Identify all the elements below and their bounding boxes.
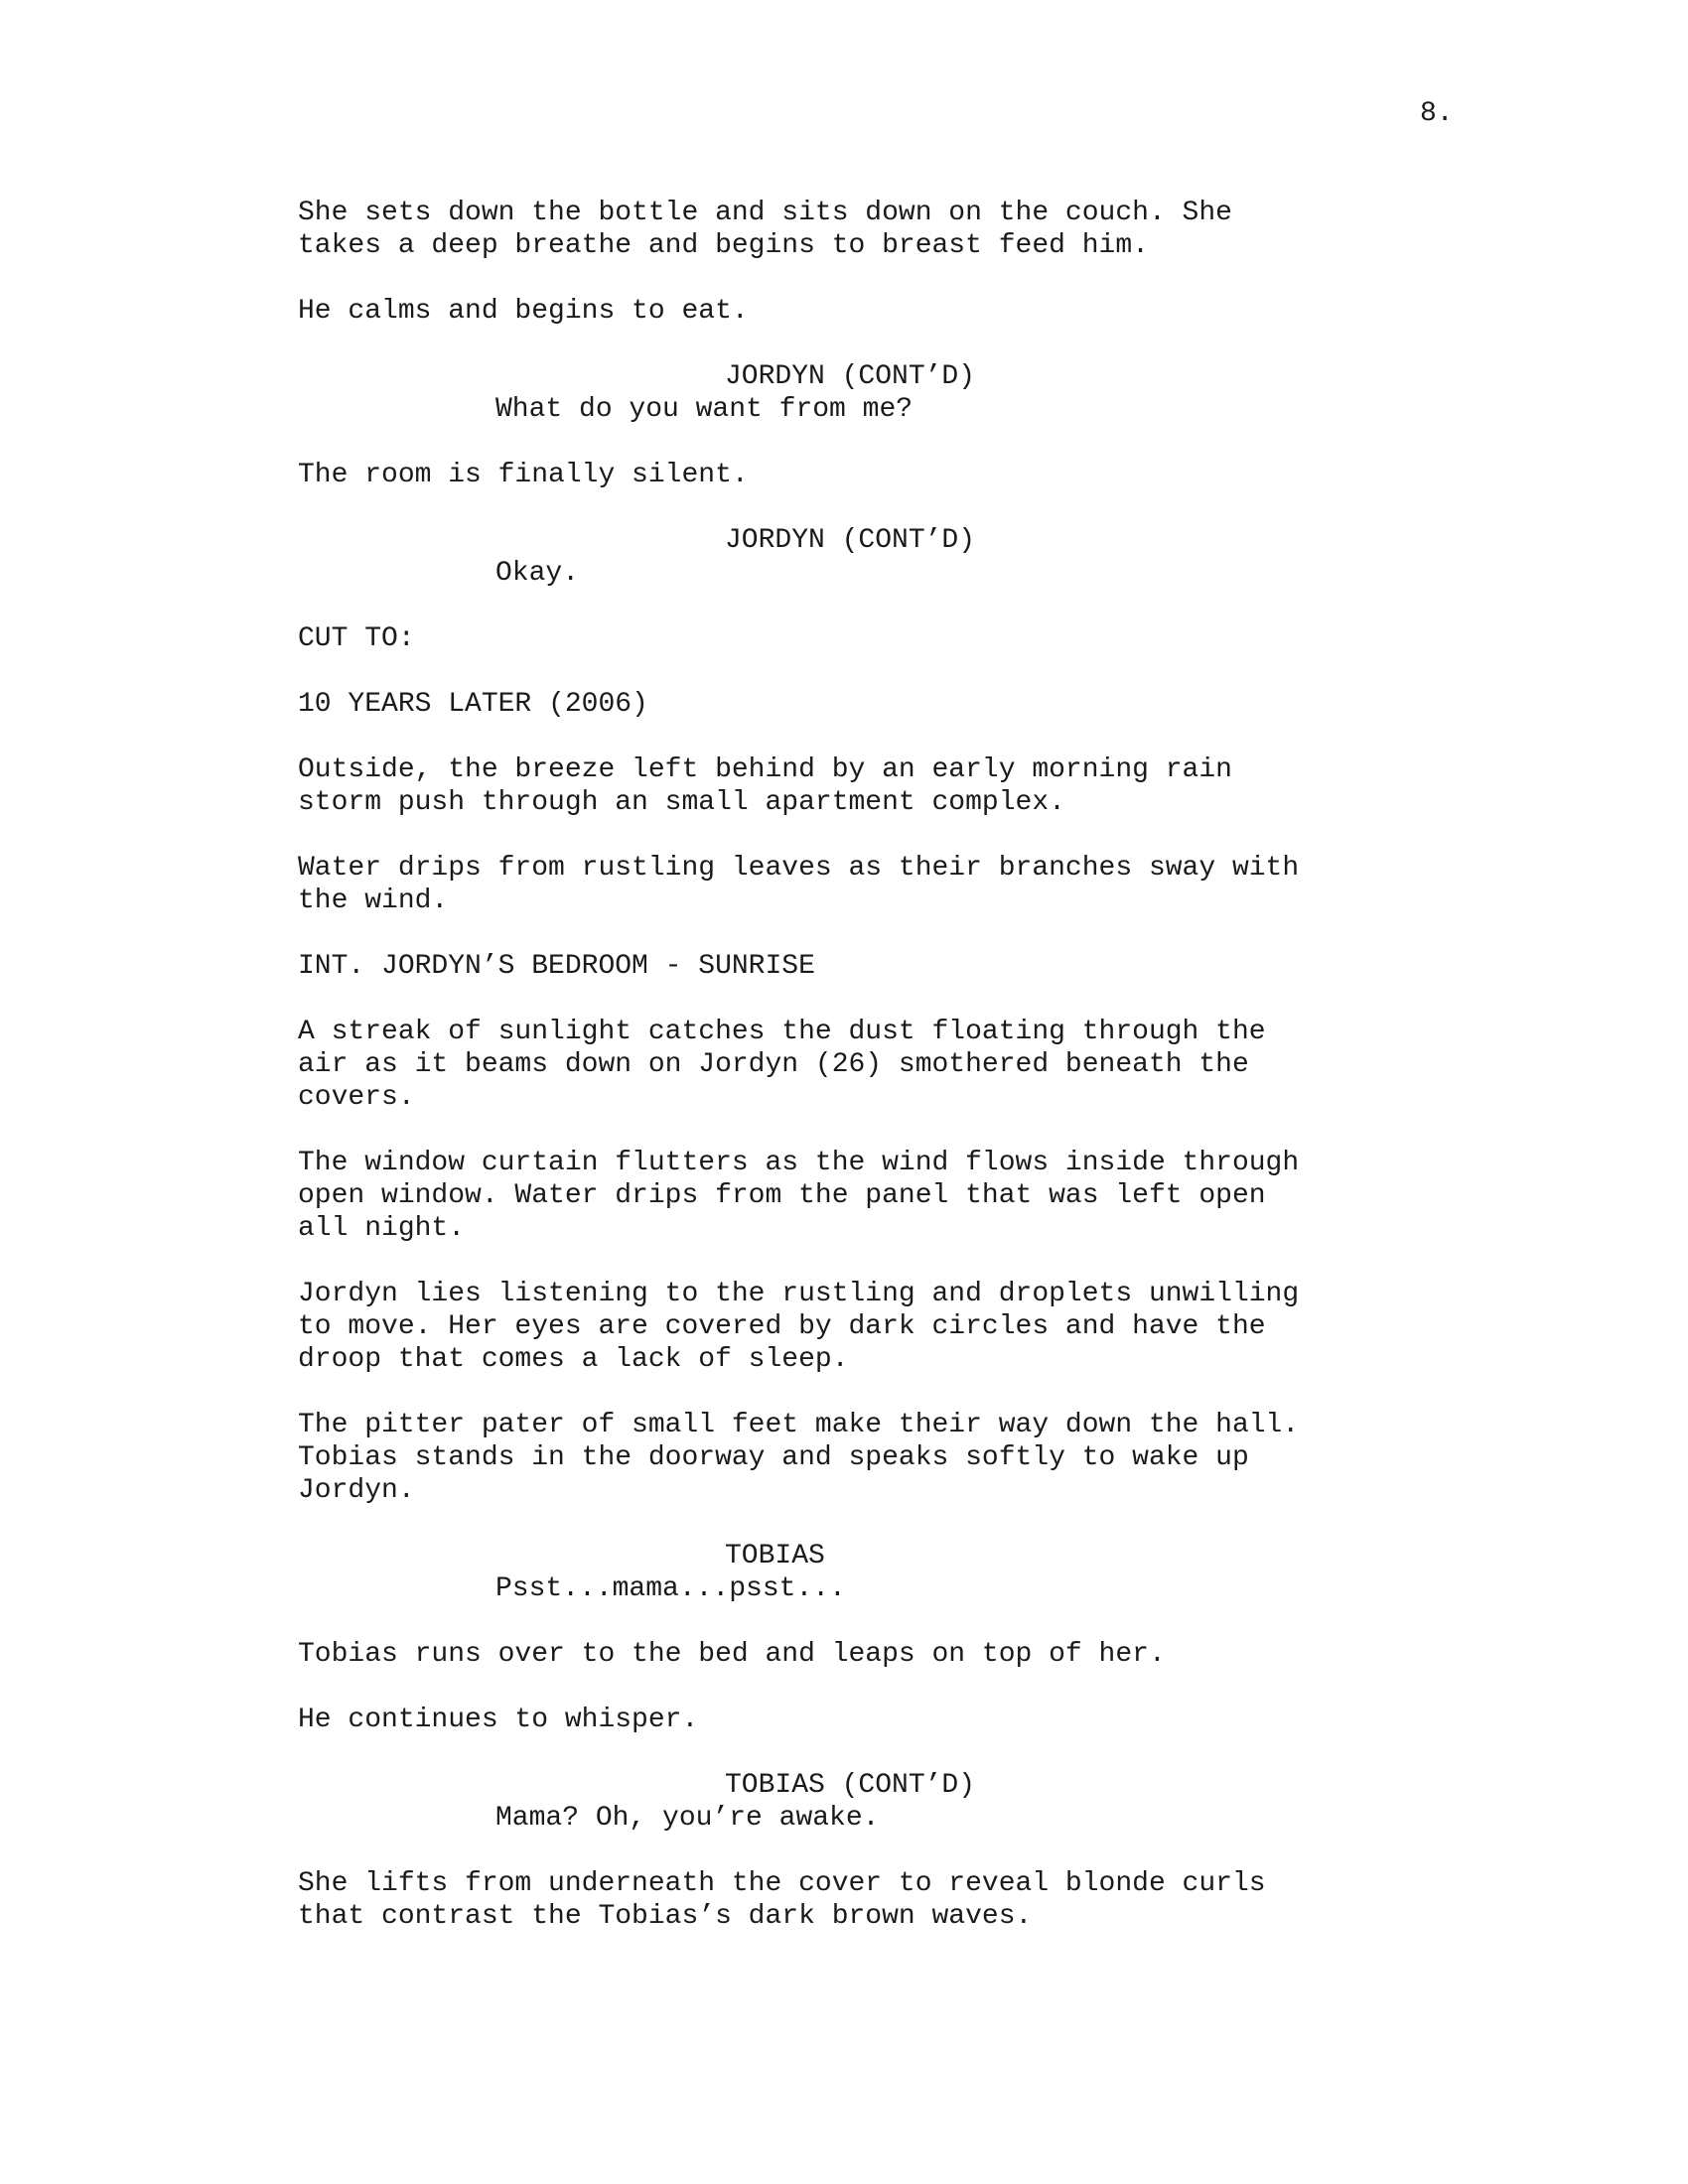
script-body: [298, 197, 1470, 1966]
super-title: 10 YEARS LATER (2006): [298, 689, 648, 720]
action-line: The pitter pater of small feet make their way down the hall. Tobias stands in the doorway and speaks softly to wake up Jordyn.: [298, 1410, 1300, 1506]
dialogue-line: Mama? Oh, you’re awake.: [495, 1803, 880, 1834]
action-line: He calms and begins to eat.: [298, 296, 749, 327]
action-line: The room is finally silent.: [298, 460, 749, 490]
character-name: JORDYN (CONT’D): [725, 361, 976, 392]
page-number: 8.: [1420, 98, 1454, 129]
dialogue-line: Okay.: [495, 558, 580, 589]
character-name: JORDYN (CONT’D): [725, 525, 976, 556]
action-line: Outside, the breeze left behind by an early morning rain storm push through an small apartment complex.: [298, 754, 1232, 818]
scene-heading: INT. JORDYN’S BEDROOM - SUNRISE: [298, 951, 815, 982]
action-line: Jordyn lies listening to the rustling and droplets unwilling to move. Her eyes are covered by dark circles and have the droop that comes a lack of sleep.: [298, 1279, 1300, 1375]
action-line: Water drips from rustling leaves as their branches sway with the wind.: [298, 853, 1300, 916]
action-line: He continues to whisper.: [298, 1705, 699, 1735]
transition-line: CUT TO:: [298, 623, 415, 654]
action-line: A streak of sunlight catches the dust floating through the air as it beams down on Jordyn (26) smothered beneath the covers.: [298, 1017, 1266, 1113]
action-line: She sets down the bottle and sits down on the couch. She takes a deep breathe and begins to breast feed him.: [298, 198, 1232, 261]
action-line: She lifts from underneath the cover to reveal blonde curls that contrast the Tobias’s dark brown waves.: [298, 1868, 1266, 1932]
character-name: TOBIAS: [725, 1541, 825, 1571]
dialogue-line: What do you want from me?: [495, 394, 914, 425]
action-line: Tobias runs over to the bed and leaps on top of her.: [298, 1639, 1166, 1670]
action-line: The window curtain flutters as the wind flows inside through open window. Water drips from the panel that was left open all night.: [298, 1148, 1300, 1244]
dialogue-line: Psst...mama...psst...: [495, 1573, 846, 1604]
character-name: TOBIAS (CONT’D): [725, 1770, 976, 1801]
